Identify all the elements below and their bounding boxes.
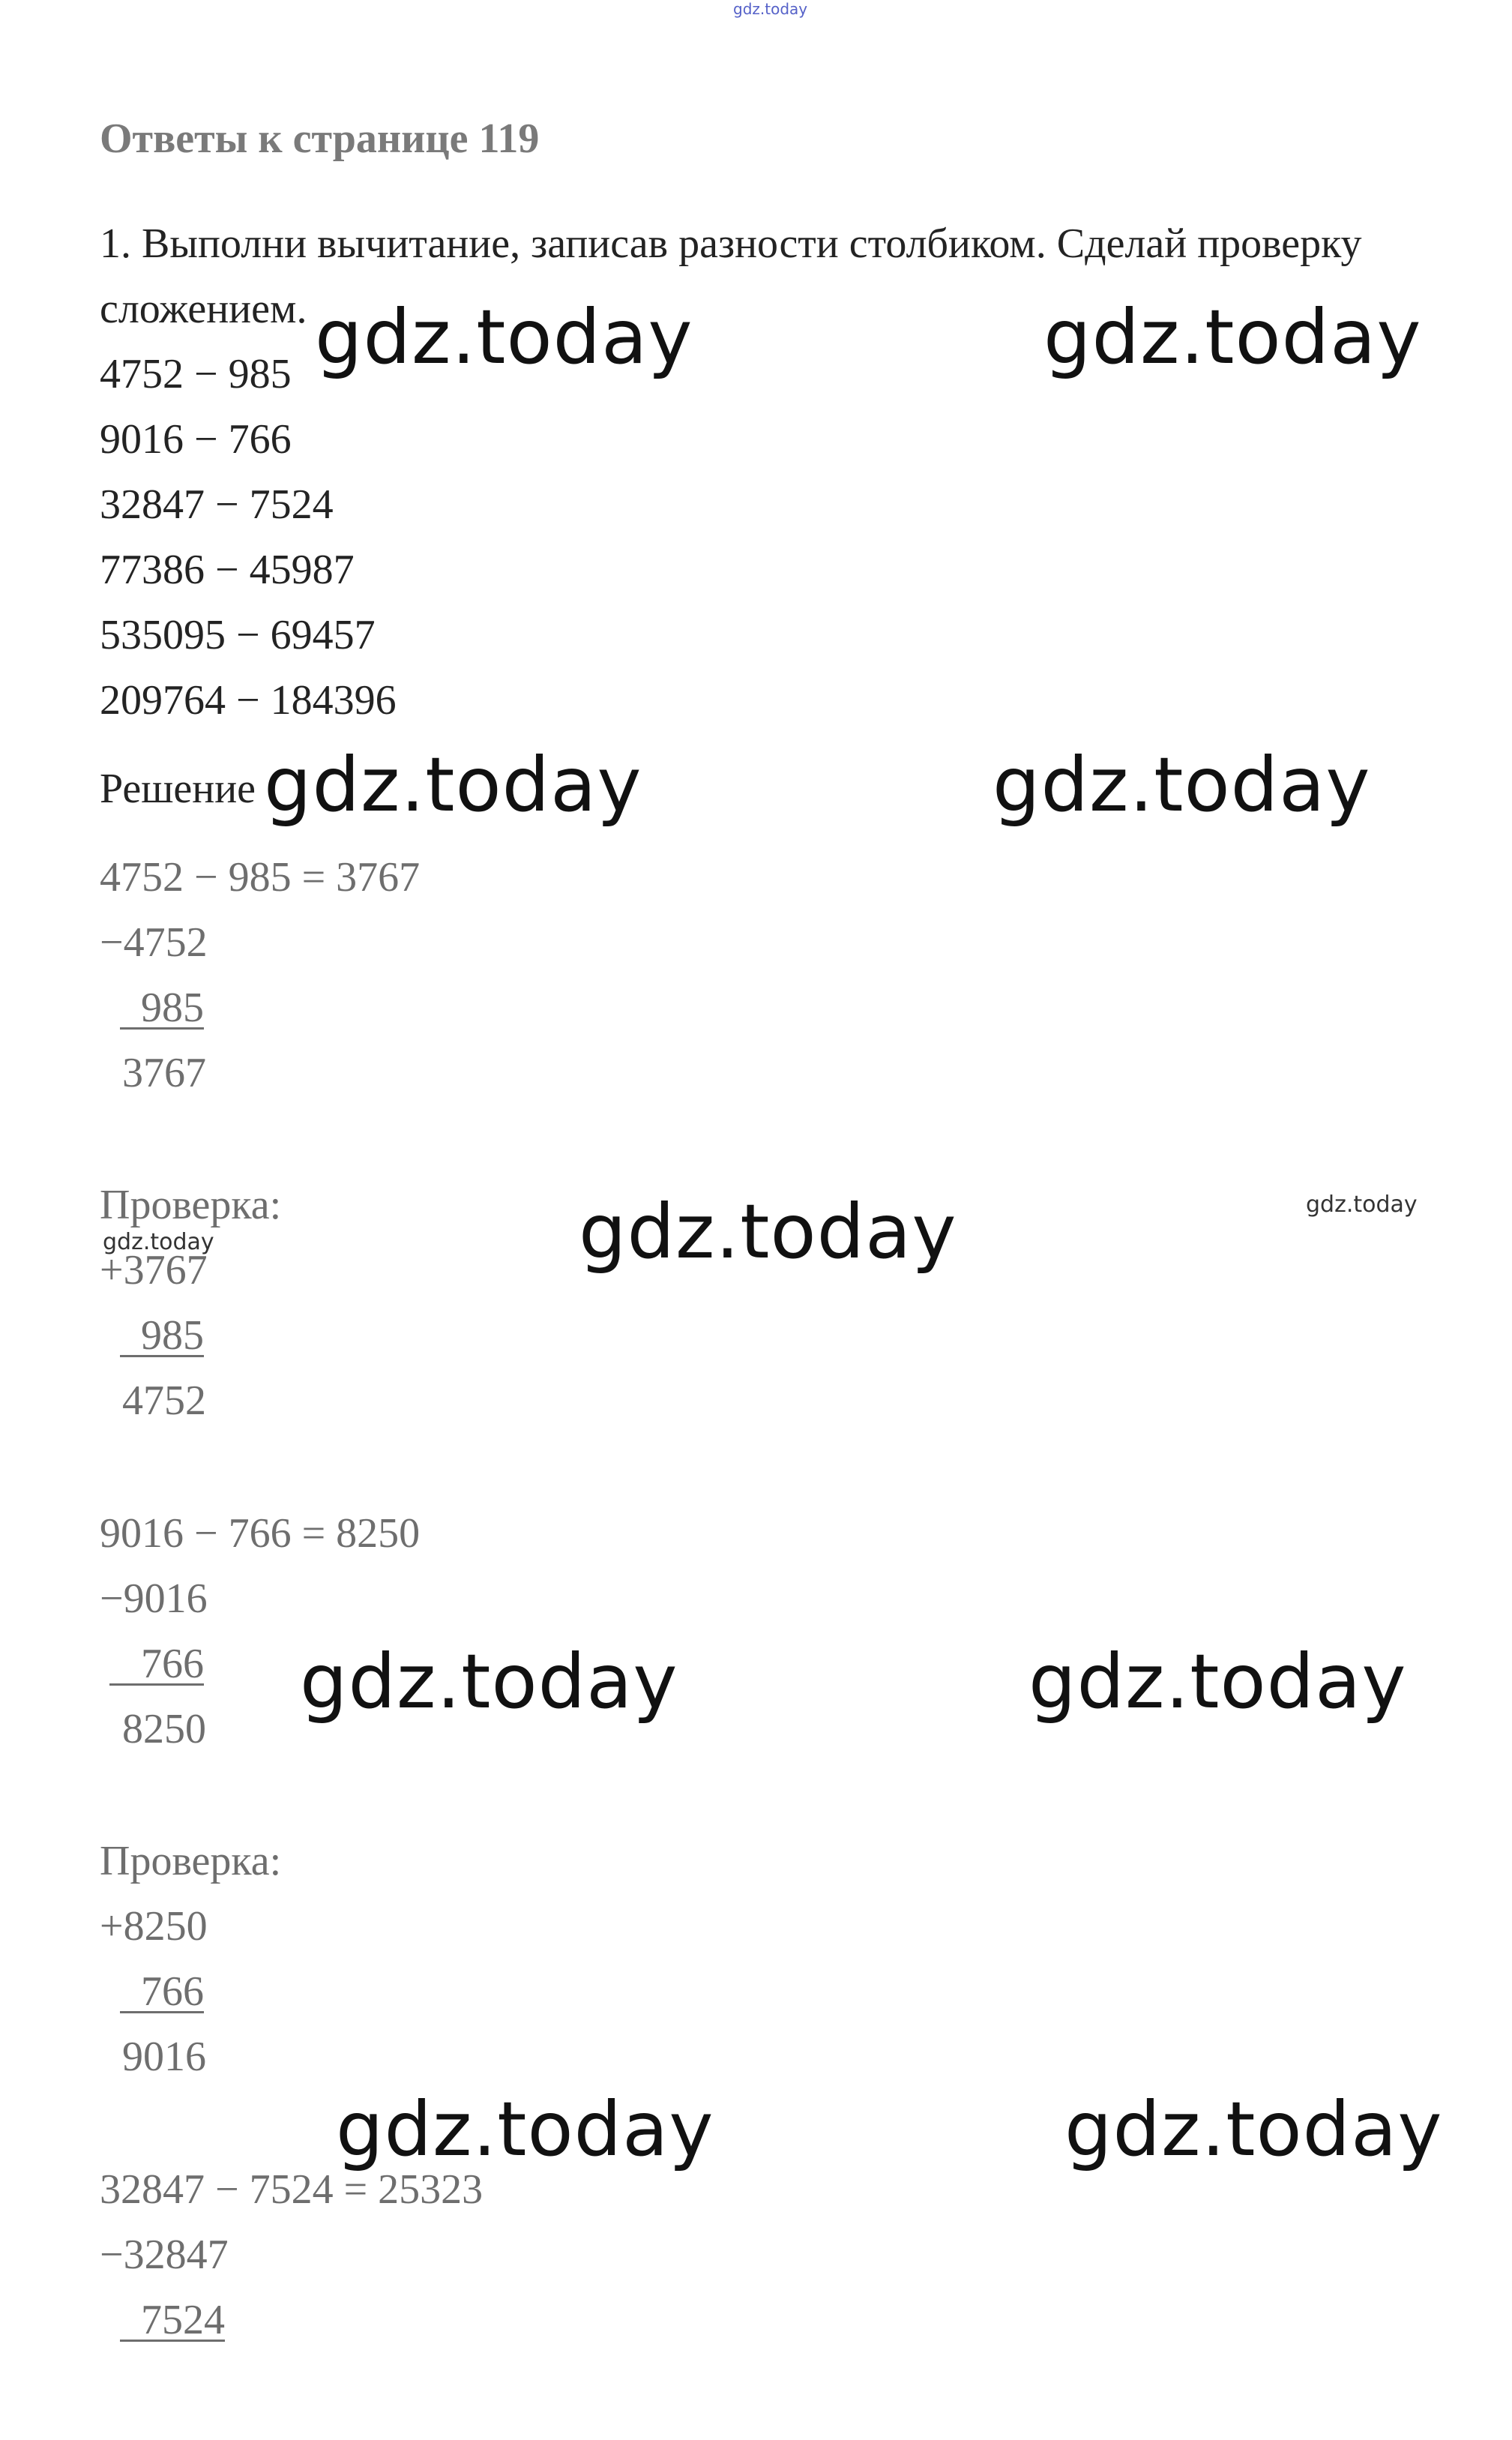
solution-equation: 4752 − 985 = 3767 — [100, 854, 421, 901]
check-second-addend — [120, 1309, 204, 1362]
check-label: Проверка: — [100, 1182, 282, 1228]
solution-label: Решение — [100, 766, 256, 812]
column-subtrahend — [109, 1638, 204, 1690]
column-difference: 3767 — [122, 1050, 206, 1096]
page-title: Ответы к странице 119 — [100, 115, 540, 162]
watermark: gdz.today — [1043, 293, 1422, 381]
check-label: Проверка: — [100, 1838, 282, 1884]
check-second-addend-value: 985 — [141, 1312, 204, 1359]
task-item: 209764 − 184396 — [100, 677, 397, 724]
check-second-addend — [120, 1965, 204, 2018]
watermark-small: gdz.today — [1306, 1192, 1418, 1218]
task-text-line-2: сложением. — [100, 286, 307, 332]
solution-equation: 32847 − 7524 = 25323 — [100, 2166, 484, 2213]
watermark: gdz.today — [300, 1638, 678, 1725]
column-minuend: −32847 — [100, 2232, 229, 2278]
check-second-addend-value: 766 — [141, 1968, 204, 2015]
column-subtrahend-value: 766 — [141, 1641, 204, 1687]
column-subtrahend-value: 7524 — [141, 2297, 225, 2343]
watermark: gdz.today — [579, 1188, 957, 1275]
task-item: 535095 − 69457 — [100, 612, 376, 658]
column-subtrahend — [120, 982, 204, 1034]
column-subtrahend-value: 985 — [141, 985, 204, 1031]
watermark-small: gdz.today — [103, 1229, 214, 1255]
watermark: gdz.today — [993, 741, 1371, 829]
check-addend: +3767 — [100, 1247, 208, 1293]
watermark: gdz.today — [336, 2085, 714, 2173]
task-item: 4752 − 985 — [100, 351, 292, 397]
task-text-line-1: 1. Выполни вычитание, записав разности столбиком. Сделай проверку — [100, 220, 1362, 267]
task-item: 77386 − 45987 — [100, 547, 355, 593]
top-watermark: gdz.today — [733, 0, 808, 18]
column-subtrahend — [120, 2294, 225, 2346]
watermark: gdz.today — [315, 293, 693, 381]
watermark: gdz.today — [1028, 1638, 1407, 1725]
column-difference: 8250 — [122, 1706, 206, 1752]
watermark: gdz.today — [264, 741, 642, 829]
solution-equation: 9016 − 766 = 8250 — [100, 1510, 421, 1557]
check-sum: 9016 — [122, 2034, 206, 2080]
watermark: gdz.today — [1064, 2085, 1443, 2173]
column-minuend: −4752 — [100, 919, 208, 966]
task-item: 9016 − 766 — [100, 416, 292, 463]
column-minuend: −9016 — [100, 1575, 208, 1622]
task-item: 32847 − 7524 — [100, 481, 334, 528]
check-sum: 4752 — [122, 1377, 206, 1424]
check-addend: +8250 — [100, 1903, 208, 1950]
